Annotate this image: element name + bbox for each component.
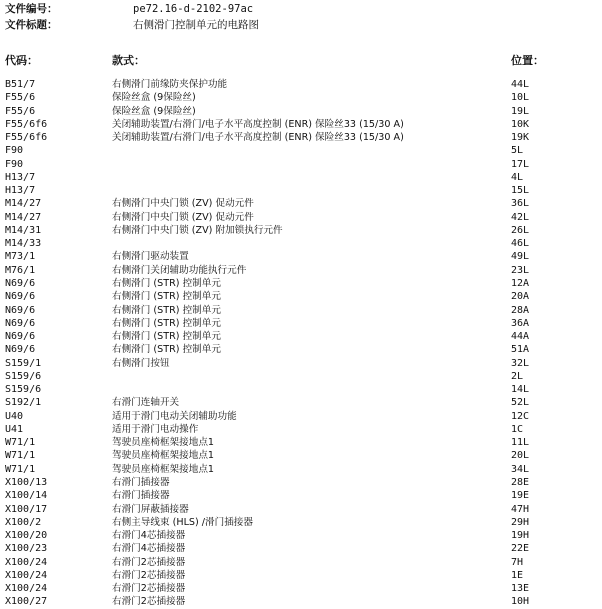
row-position: 32L	[511, 357, 530, 369]
row-position: 12A	[511, 277, 530, 289]
row-code: W71/1	[5, 450, 36, 462]
row-code: F55/6f6	[5, 132, 48, 144]
table-row	[0, 131, 602, 144]
table-row	[0, 463, 602, 476]
row-code: M14/27	[5, 198, 42, 210]
row-description: 右滑门连轴开关	[112, 397, 180, 409]
table-row	[0, 436, 602, 449]
row-position: 19K	[511, 132, 530, 144]
row-code: F90	[5, 145, 24, 157]
row-position: 15L	[511, 185, 530, 197]
row-position: 17L	[511, 158, 530, 170]
row-position: 5L	[511, 145, 524, 157]
row-description: 右侧滑门按钮	[112, 357, 170, 369]
table-row	[0, 503, 602, 516]
table-row	[0, 449, 602, 462]
row-description: 右侧滑门 (STR) 控制单元	[112, 277, 221, 289]
row-position: 10K	[511, 118, 530, 130]
doc-number-value: pe72.16-d-2102-97ac	[133, 3, 254, 15]
row-position: 1E	[511, 569, 524, 581]
table-row	[0, 569, 602, 582]
table-row	[0, 330, 602, 343]
row-code: X100/20	[5, 530, 48, 542]
row-position: 46L	[511, 238, 530, 250]
row-description: 右侧滑门关闭辅助功能执行元件	[112, 264, 247, 276]
table-row	[0, 556, 602, 569]
row-code: M76/1	[5, 264, 36, 276]
table-row	[0, 158, 602, 171]
row-description: 右滑门插接器	[112, 476, 170, 488]
row-code: S192/1	[5, 397, 42, 409]
row-code: N69/6	[5, 277, 36, 289]
row-code: X100/23	[5, 543, 48, 555]
row-description: 右侧滑门前缘防夹保护功能	[112, 79, 228, 90]
row-code: H13/7	[5, 171, 36, 183]
doc-title-label: 文件标题：	[5, 19, 58, 31]
row-position: 22E	[511, 543, 530, 555]
row-position: 23L	[511, 264, 530, 276]
table-row	[0, 396, 602, 409]
row-position: 44L	[511, 79, 530, 90]
table-row	[0, 410, 602, 423]
row-code: X100/13	[5, 476, 48, 488]
table-row	[0, 476, 602, 489]
row-position: 28E	[511, 476, 530, 488]
table-row	[0, 370, 602, 383]
row-position: 4L	[511, 171, 524, 183]
row-description: 驾驶员座椅框架接地点1	[112, 437, 215, 449]
row-code: N69/6	[5, 344, 36, 356]
row-description: 右滑门2芯插接器	[112, 583, 186, 595]
row-position: 28A	[511, 304, 530, 316]
table-row	[0, 91, 602, 104]
row-position: 2L	[511, 370, 524, 382]
row-position: 1C	[511, 423, 524, 435]
row-position: 29H	[511, 516, 530, 528]
row-position: 52L	[511, 397, 530, 409]
row-position: 20A	[511, 291, 530, 303]
row-position: 19H	[511, 530, 530, 542]
table-row	[0, 184, 602, 197]
row-code: M14/27	[5, 211, 42, 223]
table-row	[0, 118, 602, 131]
row-description: 保险丝盒 (9保险丝)	[112, 105, 196, 117]
row-position: 10L	[511, 92, 530, 104]
row-position: 49L	[511, 251, 530, 263]
row-code: W71/1	[5, 437, 36, 449]
row-code: S159/1	[5, 357, 42, 369]
row-description: 驾驶员座椅框架接地点1	[112, 463, 215, 475]
row-code: N69/6	[5, 317, 36, 329]
row-position: 12C	[511, 410, 530, 422]
row-description: 右滑门插接器	[112, 490, 170, 502]
row-code: X100/24	[5, 569, 48, 581]
row-description: 右侧滑门 (STR) 控制单元	[112, 331, 221, 343]
column-header-pos: 位置：	[511, 54, 544, 67]
row-code: X100/24	[5, 556, 48, 568]
row-code: S159/6	[5, 370, 42, 382]
row-position: 14L	[511, 384, 530, 396]
table-row	[0, 582, 602, 595]
row-position: 36L	[511, 198, 530, 210]
row-description: 右滑门屏蔽插接器	[112, 503, 189, 515]
row-code: M14/33	[5, 238, 42, 250]
row-code: U41	[5, 423, 24, 435]
row-code: X100/24	[5, 583, 48, 595]
row-code: X100/2	[5, 516, 42, 528]
row-code: X100/27	[5, 596, 48, 608]
row-position: 44A	[511, 331, 530, 343]
row-description: 右侧滑门中央门锁 (ZV) 附加锁执行元件	[112, 224, 283, 236]
table-row	[0, 542, 602, 555]
row-description: 右侧主导线束 (HLS) /滑门插接器	[112, 516, 253, 528]
row-description: 关闭辅助装置/右滑门/电子水平高度控制 (ENR) 保险丝33 (15/30 A)	[112, 132, 404, 144]
row-description: 右侧滑门驱动装置	[112, 251, 189, 263]
row-position: 20L	[511, 450, 530, 462]
row-description: 右侧滑门中央门锁 (ZV) 促动元件	[112, 198, 254, 210]
row-code: B51/7	[5, 79, 36, 90]
table-row	[0, 383, 602, 396]
table-row	[0, 105, 602, 118]
table-row	[0, 529, 602, 542]
table-row	[0, 290, 602, 303]
row-code: X100/17	[5, 503, 48, 515]
table-row	[0, 78, 602, 91]
table-row	[0, 317, 602, 330]
doc-number-label: 文件编号：	[5, 3, 58, 15]
table-row	[0, 595, 602, 608]
row-code: N69/6	[5, 304, 36, 316]
row-description: 右侧滑门中央门锁 (ZV) 促动元件	[112, 211, 254, 223]
row-description: 右侧滑门 (STR) 控制单元	[112, 291, 221, 303]
row-code: N69/6	[5, 331, 36, 343]
row-code: M14/31	[5, 224, 42, 236]
row-position: 13E	[511, 583, 530, 595]
row-position: 47H	[511, 503, 530, 515]
column-header-desc: 款式：	[112, 54, 145, 67]
row-code: X100/14	[5, 490, 48, 502]
row-code: H13/7	[5, 185, 36, 197]
table-row	[0, 250, 602, 263]
row-position: 11L	[511, 437, 530, 449]
row-position: 36A	[511, 317, 530, 329]
table-row	[0, 489, 602, 502]
row-code: F55/6	[5, 105, 36, 117]
row-code: F55/6f6	[5, 118, 48, 130]
row-description: 右滑门2芯插接器	[112, 569, 186, 581]
row-code: S159/6	[5, 384, 42, 396]
table-row	[0, 304, 602, 317]
doc-title-value: 右侧滑门控制单元的电路图	[133, 19, 259, 31]
row-position: 34L	[511, 463, 530, 475]
row-position: 51A	[511, 344, 530, 356]
table-row	[0, 343, 602, 356]
row-description: 保险丝盒 (9保险丝)	[112, 92, 196, 104]
row-description: 右滑门2芯插接器	[112, 556, 186, 568]
row-code: F90	[5, 158, 24, 170]
row-description: 右滑门2芯插接器	[112, 596, 186, 608]
row-description: 右滑门4芯插接器	[112, 543, 186, 555]
table-row	[0, 277, 602, 290]
row-position: 26L	[511, 224, 530, 236]
row-position: 7H	[511, 556, 524, 568]
row-code: M73/1	[5, 251, 36, 263]
row-code: F55/6	[5, 92, 36, 104]
row-description: 适用于滑门电动操作	[112, 423, 199, 435]
row-description: 右侧滑门 (STR) 控制单元	[112, 304, 221, 316]
table-row	[0, 224, 602, 237]
component-table	[0, 78, 602, 609]
column-header-code: 代码：	[5, 54, 38, 67]
row-position: 19E	[511, 490, 530, 502]
row-description: 右滑门4芯插接器	[112, 530, 186, 542]
row-description: 右侧滑门 (STR) 控制单元	[112, 317, 221, 329]
table-row	[0, 264, 602, 277]
table-row	[0, 237, 602, 250]
table-row	[0, 197, 602, 210]
row-code: W71/1	[5, 463, 36, 475]
table-row	[0, 211, 602, 224]
row-description: 适用于滑门电动关闭辅助功能	[112, 410, 237, 422]
row-description: 关闭辅助装置/右滑门/电子水平高度控制 (ENR) 保险丝33 (15/30 A)	[112, 118, 404, 130]
row-description: 驾驶员座椅框架接地点1	[112, 450, 215, 462]
table-row	[0, 357, 602, 370]
table-row	[0, 516, 602, 529]
row-code: N69/6	[5, 291, 36, 303]
row-code: U40	[5, 410, 24, 422]
table-row	[0, 171, 602, 184]
row-position: 19L	[511, 105, 530, 117]
row-position: 42L	[511, 211, 530, 223]
table-row	[0, 423, 602, 436]
table-row	[0, 144, 602, 157]
row-description: 右侧滑门 (STR) 控制单元	[112, 344, 221, 356]
row-position: 10H	[511, 596, 530, 608]
